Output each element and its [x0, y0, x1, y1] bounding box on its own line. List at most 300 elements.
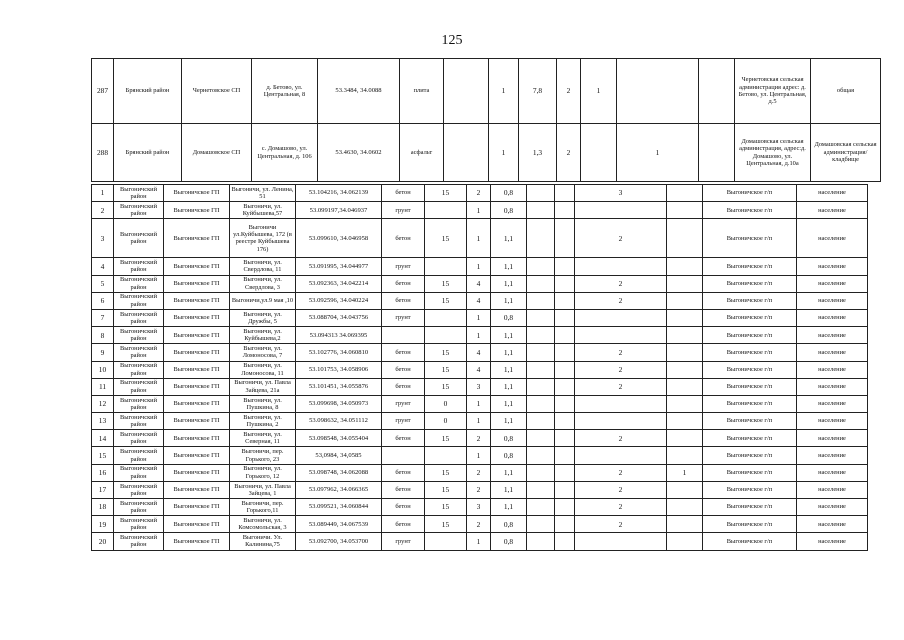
col12-cell: 2	[575, 464, 667, 481]
settlement-cell: Выгоничское ГП	[164, 447, 230, 464]
capacity-cell: 15	[425, 481, 467, 498]
registry-table-main	[91, 184, 868, 551]
source-cell: население	[797, 258, 868, 275]
col13-cell	[667, 361, 703, 378]
col12-cell: 1	[617, 124, 699, 182]
row-number-cell: 287	[92, 59, 114, 124]
col12-cell: 2	[575, 378, 667, 395]
col12-cell: 2	[575, 219, 667, 258]
address-cell: Выгоничи, ул. Павла Зайцева, 1	[230, 481, 296, 498]
containers-cell: 1	[467, 533, 491, 550]
containers-cell: 1	[467, 258, 491, 275]
address-cell: Выгоничи, ул. Горького, 12	[230, 464, 296, 481]
containers-cell: 1	[489, 59, 519, 124]
coords-cell: 53.104216, 34.062139	[296, 185, 382, 202]
address-cell: Выгоничи, ул. Дружбы, 5	[230, 309, 296, 326]
col10-cell	[527, 447, 555, 464]
volume-cell: 0,8	[491, 202, 527, 219]
district-cell: Выгоничский район	[114, 533, 164, 550]
settlement-cell: Выгоничское ГП	[164, 275, 230, 292]
volume-cell: 1,1	[491, 378, 527, 395]
col13-cell	[667, 185, 703, 202]
source-cell: население	[797, 430, 868, 447]
volume-cell: 1,1	[491, 327, 527, 344]
col10-cell	[527, 481, 555, 498]
capacity-cell: 15	[425, 430, 467, 447]
source-cell: население	[797, 499, 868, 516]
col13-cell	[667, 499, 703, 516]
col11-cell	[555, 327, 575, 344]
district-cell: Выгоничский район	[114, 481, 164, 498]
table-row	[92, 361, 868, 378]
col13-cell	[667, 395, 703, 412]
volume-cell: 1,1	[491, 258, 527, 275]
col13-cell	[667, 533, 703, 550]
row-number-cell: 2	[92, 202, 114, 219]
settlement-cell: Выгоничское ГП	[164, 395, 230, 412]
col13-cell	[667, 309, 703, 326]
capacity-cell	[444, 59, 489, 124]
col10-cell	[527, 309, 555, 326]
containers-cell: 1	[467, 447, 491, 464]
settlement-cell: Выгоничское ГП	[164, 219, 230, 258]
surface-cell: бетон	[382, 219, 425, 258]
containers-cell: 2	[467, 430, 491, 447]
table-row	[92, 464, 868, 481]
col11-cell: 1	[581, 59, 617, 124]
owner-cell: Выгоничское г/п	[703, 481, 797, 498]
table-row	[92, 124, 881, 182]
owner-cell: Выгоничское г/п	[703, 185, 797, 202]
col11-cell	[555, 378, 575, 395]
source-cell: население	[797, 516, 868, 533]
address-cell: Выгоничи. Ул. Калинина,75	[230, 533, 296, 550]
owner-cell: Выгоничское г/п	[703, 499, 797, 516]
capacity-cell: 15	[425, 185, 467, 202]
col12-cell: 2	[575, 275, 667, 292]
col11-cell	[555, 464, 575, 481]
col11-cell	[555, 499, 575, 516]
owner-cell: Выгоничское г/п	[703, 516, 797, 533]
table-row	[92, 258, 868, 275]
source-cell: население	[797, 292, 868, 309]
owner-cell: Выгоничское г/п	[703, 344, 797, 361]
col13-cell	[667, 202, 703, 219]
owner-cell: Выгоничское г/п	[703, 533, 797, 550]
address-cell: с. Домашово, ул. Центральная, д. 106	[252, 124, 318, 182]
address-cell: Выгоничи, ул. Комсомольская, 3	[230, 516, 296, 533]
col13-cell	[667, 413, 703, 430]
col11-cell	[555, 533, 575, 550]
source-cell: общая	[811, 59, 881, 124]
volume-cell: 0,8	[491, 533, 527, 550]
surface-cell: бетон	[382, 464, 425, 481]
address-cell: Выгоничи, ул. Куйбышева,2	[230, 327, 296, 344]
coords-cell: 53.102776, 34.060810	[296, 344, 382, 361]
settlement-cell: Выгоничское ГП	[164, 516, 230, 533]
volume-cell: 0,8	[491, 447, 527, 464]
page-number: 125	[441, 33, 463, 48]
district-cell: Выгоничский район	[114, 309, 164, 326]
surface-cell: грунт	[382, 202, 425, 219]
col11-cell	[555, 361, 575, 378]
coords-cell: 53.098548, 34.055404	[296, 430, 382, 447]
surface-cell: бетон	[382, 361, 425, 378]
address-cell: д. Бетово, ул. Центральная, 8	[252, 59, 318, 124]
capacity-cell: 15	[425, 499, 467, 516]
col12-cell	[575, 327, 667, 344]
surface-cell: грунт	[382, 395, 425, 412]
col13-cell	[699, 59, 735, 124]
volume-cell: 1,1	[491, 344, 527, 361]
surface-cell	[382, 327, 425, 344]
capacity-cell: 15	[425, 516, 467, 533]
source-cell: население	[797, 361, 868, 378]
volume-cell: 1,1	[491, 413, 527, 430]
owner-cell: Выгоничское г/п	[703, 430, 797, 447]
volume-cell: 1,1	[491, 292, 527, 309]
col12-cell: 2	[575, 499, 667, 516]
owner-cell: Выгоничское г/п	[703, 413, 797, 430]
table-row	[92, 275, 868, 292]
col10-cell	[527, 430, 555, 447]
row-number-cell: 9	[92, 344, 114, 361]
col12-cell: 2	[575, 344, 667, 361]
district-cell: Выгоничский район	[114, 516, 164, 533]
col12-cell	[575, 413, 667, 430]
volume-cell: 0,8	[491, 185, 527, 202]
col10-cell	[527, 464, 555, 481]
settlement-cell: Выгоничское ГП	[164, 430, 230, 447]
owner-cell: Домашовская сельская администрация, адрес:д. Домашово, ул. Центральная, д.10а	[735, 124, 811, 182]
col13-cell	[667, 344, 703, 361]
col11-cell	[555, 413, 575, 430]
source-cell: население	[797, 447, 868, 464]
row-number-cell: 6	[92, 292, 114, 309]
volume-cell: 1,3	[519, 124, 557, 182]
district-cell: Выгоничский район	[114, 344, 164, 361]
containers-cell: 1	[467, 327, 491, 344]
table-row	[92, 185, 868, 202]
surface-cell: бетон	[382, 430, 425, 447]
district-cell: Выгоничский район	[114, 413, 164, 430]
col13-cell	[667, 292, 703, 309]
source-cell: население	[797, 185, 868, 202]
volume-cell: 1,1	[491, 361, 527, 378]
col12-cell: 2	[575, 361, 667, 378]
col11-cell	[555, 344, 575, 361]
col10-cell	[527, 219, 555, 258]
col13-cell	[667, 275, 703, 292]
col12-cell	[575, 202, 667, 219]
row-number-cell: 14	[92, 430, 114, 447]
containers-cell: 3	[467, 499, 491, 516]
capacity-cell: 15	[425, 219, 467, 258]
col11-cell	[555, 430, 575, 447]
source-cell: население	[797, 327, 868, 344]
owner-cell: Выгоничское г/п	[703, 395, 797, 412]
surface-cell	[382, 447, 425, 464]
table-row	[92, 59, 881, 124]
row-number-cell: 8	[92, 327, 114, 344]
row-number-cell: 5	[92, 275, 114, 292]
surface-cell: бетон	[382, 344, 425, 361]
containers-cell: 3	[467, 378, 491, 395]
district-cell: Выгоничский район	[114, 499, 164, 516]
settlement-cell: Выгоничское ГП	[164, 309, 230, 326]
row-number-cell: 288	[92, 124, 114, 182]
capacity-cell	[425, 309, 467, 326]
settlement-cell: Выгоничское ГП	[164, 533, 230, 550]
address-cell: Выгоничи, пер. Горького, 23	[230, 447, 296, 464]
col12-cell	[575, 309, 667, 326]
table-row	[92, 395, 868, 412]
col13-cell	[667, 447, 703, 464]
capacity-cell	[425, 258, 467, 275]
owner-cell: Выгоничское г/п	[703, 258, 797, 275]
col10-cell	[527, 344, 555, 361]
table-row	[92, 447, 868, 464]
coords-cell: 53.101451, 34.055876	[296, 378, 382, 395]
surface-cell: бетон	[382, 481, 425, 498]
col13-cell: 1	[667, 464, 703, 481]
owner-cell: Выгоничское г/п	[703, 219, 797, 258]
col11-cell	[555, 516, 575, 533]
capacity-cell	[425, 327, 467, 344]
containers-cell: 1	[489, 124, 519, 182]
col13-cell	[667, 378, 703, 395]
row-number-cell: 13	[92, 413, 114, 430]
capacity-cell	[425, 533, 467, 550]
source-cell: население	[797, 344, 868, 361]
containers-cell: 1	[467, 309, 491, 326]
col11-cell	[555, 275, 575, 292]
address-cell: Выгоничи, ул. Пушкина, 8	[230, 395, 296, 412]
capacity-cell: 15	[425, 292, 467, 309]
col12-cell: 2	[575, 481, 667, 498]
surface-cell: грунт	[382, 413, 425, 430]
containers-cell: 4	[467, 344, 491, 361]
row-number-cell: 1	[92, 185, 114, 202]
address-cell: Выгоничи, ул. Ломоносова, 7	[230, 344, 296, 361]
coords-cell: 53.092596, 34.040224	[296, 292, 382, 309]
col13-cell	[667, 327, 703, 344]
coords-cell: 53.3484, 34.0088	[318, 59, 400, 124]
table-row	[92, 499, 868, 516]
owner-cell: Выгоничское г/п	[703, 447, 797, 464]
district-cell: Выгоничский район	[114, 327, 164, 344]
source-cell: население	[797, 533, 868, 550]
row-number-cell: 12	[92, 395, 114, 412]
address-cell: Выгоничи, ул. Ломоносова, 11	[230, 361, 296, 378]
district-cell: Выгоничский район	[114, 275, 164, 292]
col10-cell	[527, 499, 555, 516]
capacity-cell: 15	[425, 361, 467, 378]
surface-cell: грунт	[382, 309, 425, 326]
containers-cell: 2	[467, 516, 491, 533]
volume-cell: 0,8	[491, 430, 527, 447]
district-cell: Выгоничский район	[114, 258, 164, 275]
district-cell: Выгоничский район	[114, 378, 164, 395]
owner-cell: Выгоничское г/п	[703, 275, 797, 292]
col12-cell	[575, 447, 667, 464]
col13-cell	[667, 481, 703, 498]
col10-cell	[527, 292, 555, 309]
col11-cell	[555, 219, 575, 258]
volume-cell: 0,8	[491, 309, 527, 326]
table-row	[92, 327, 868, 344]
col10-cell	[527, 327, 555, 344]
surface-cell: бетон	[382, 516, 425, 533]
source-cell: население	[797, 481, 868, 498]
coords-cell: 53.091995, 34.044977	[296, 258, 382, 275]
surface-cell: асфальт	[400, 124, 444, 182]
col13-cell	[667, 430, 703, 447]
district-cell: Выгоничский район	[114, 361, 164, 378]
address-cell: Выгоничи, ул. Свердлова, 11	[230, 258, 296, 275]
col12-cell: 3	[575, 185, 667, 202]
row-number-cell: 10	[92, 361, 114, 378]
surface-cell: бетон	[382, 292, 425, 309]
volume-cell: 1,1	[491, 275, 527, 292]
settlement-cell: Выгоничское ГП	[164, 292, 230, 309]
col12-cell: 2	[575, 516, 667, 533]
owner-cell: Выгоничское г/п	[703, 361, 797, 378]
volume-cell: 7,8	[519, 59, 557, 124]
col10-cell	[527, 413, 555, 430]
surface-cell: плита	[400, 59, 444, 124]
row-number-cell: 7	[92, 309, 114, 326]
registry-top-body	[92, 59, 881, 182]
volume-cell: 1,1	[491, 219, 527, 258]
owner-cell: Выгоничское г/п	[703, 327, 797, 344]
capacity-cell	[425, 447, 467, 464]
owner-cell: Выгоничское г/п	[703, 464, 797, 481]
col10-cell	[527, 361, 555, 378]
col10-cell	[527, 533, 555, 550]
col11-cell	[555, 447, 575, 464]
col12-cell: 2	[575, 292, 667, 309]
settlement-cell: Выгоничское ГП	[164, 258, 230, 275]
capacity-cell: 0	[425, 395, 467, 412]
settlement-cell: Выгоничское ГП	[164, 413, 230, 430]
row-number-cell: 15	[92, 447, 114, 464]
col10-cell: 2	[557, 124, 581, 182]
containers-cell: 2	[467, 481, 491, 498]
settlement-cell: Выгоничское ГП	[164, 361, 230, 378]
capacity-cell: 15	[425, 275, 467, 292]
row-number-cell: 16	[92, 464, 114, 481]
containers-cell: 4	[467, 275, 491, 292]
coords-cell: 53.099698, 34.050973	[296, 395, 382, 412]
registry-table-top	[91, 58, 881, 182]
settlement-cell: Чернетовское СП	[182, 59, 252, 124]
col11-cell	[555, 309, 575, 326]
col11-cell	[555, 481, 575, 498]
containers-cell: 1	[467, 395, 491, 412]
surface-cell: бетон	[382, 378, 425, 395]
district-cell: Выгоничский район	[114, 219, 164, 258]
coords-cell: 53.099197,34.046937	[296, 202, 382, 219]
address-cell: Выгоничи, ул. Куйбышева,57	[230, 202, 296, 219]
settlement-cell: Домашовское СП	[182, 124, 252, 182]
address-cell: Выгоничи, ул. Свердлова, 3	[230, 275, 296, 292]
col10-cell: 2	[557, 59, 581, 124]
coords-cell: 53.101753, 34.058906	[296, 361, 382, 378]
surface-cell: бетон	[382, 275, 425, 292]
col12-cell	[617, 59, 699, 124]
source-cell: Домашовская сельская администрация/ кладбище	[811, 124, 881, 182]
table-row	[92, 430, 868, 447]
table-row	[92, 309, 868, 326]
containers-cell: 2	[467, 464, 491, 481]
district-cell: Выгоничский район	[114, 464, 164, 481]
source-cell: население	[797, 275, 868, 292]
table-row	[92, 413, 868, 430]
coords-cell: 53.4630, 34.0602	[318, 124, 400, 182]
address-cell: Выгоничи,ул.9 мая ,10	[230, 292, 296, 309]
district-cell: Выгоничский район	[114, 430, 164, 447]
table-row	[92, 202, 868, 219]
col13-cell	[667, 258, 703, 275]
col13-cell	[699, 124, 735, 182]
capacity-cell: 15	[425, 464, 467, 481]
owner-cell: Выгоничское г/п	[703, 378, 797, 395]
table-row	[92, 219, 868, 258]
capacity-cell	[425, 202, 467, 219]
district-cell: Брянский район	[114, 124, 182, 182]
col11-cell	[555, 185, 575, 202]
coords-cell: 53.098748, 34.062088	[296, 464, 382, 481]
volume-cell: 1,1	[491, 395, 527, 412]
capacity-cell: 15	[425, 344, 467, 361]
address-cell: Выгоничи, ул. Северная, 11	[230, 430, 296, 447]
col10-cell	[527, 275, 555, 292]
coords-cell: 53,0984, 34,0585	[296, 447, 382, 464]
source-cell: население	[797, 219, 868, 258]
surface-cell: грунт	[382, 258, 425, 275]
owner-cell: Выгоничское г/п	[703, 202, 797, 219]
source-cell: население	[797, 464, 868, 481]
settlement-cell: Выгоничское ГП	[164, 202, 230, 219]
capacity-cell: 15	[425, 378, 467, 395]
owner-cell: Чернетовская сельская администрация адрес: д. Бетово, ул. Центральная, д.5	[735, 59, 811, 124]
table-row	[92, 378, 868, 395]
settlement-cell: Выгоничское ГП	[164, 481, 230, 498]
coords-cell: 53.098632, 34.051112	[296, 413, 382, 430]
district-cell: Выгоничский район	[114, 395, 164, 412]
col12-cell	[575, 395, 667, 412]
col12-cell: 2	[575, 430, 667, 447]
row-number-cell: 19	[92, 516, 114, 533]
col10-cell	[527, 185, 555, 202]
col11-cell	[555, 292, 575, 309]
col11-cell	[555, 258, 575, 275]
surface-cell: бетон	[382, 499, 425, 516]
settlement-cell: Выгоничское ГП	[164, 327, 230, 344]
containers-cell: 4	[467, 361, 491, 378]
row-number-cell: 17	[92, 481, 114, 498]
settlement-cell: Выгоничское ГП	[164, 185, 230, 202]
surface-cell: грунт	[382, 533, 425, 550]
coords-cell: 53.097962, 34.066365	[296, 481, 382, 498]
owner-cell: Выгоничское г/п	[703, 292, 797, 309]
coords-cell: 53.092363, 34.042214	[296, 275, 382, 292]
row-number-cell: 11	[92, 378, 114, 395]
coords-cell: 53.088704, 34.043756	[296, 309, 382, 326]
table-row	[92, 292, 868, 309]
volume-cell: 0,8	[491, 516, 527, 533]
